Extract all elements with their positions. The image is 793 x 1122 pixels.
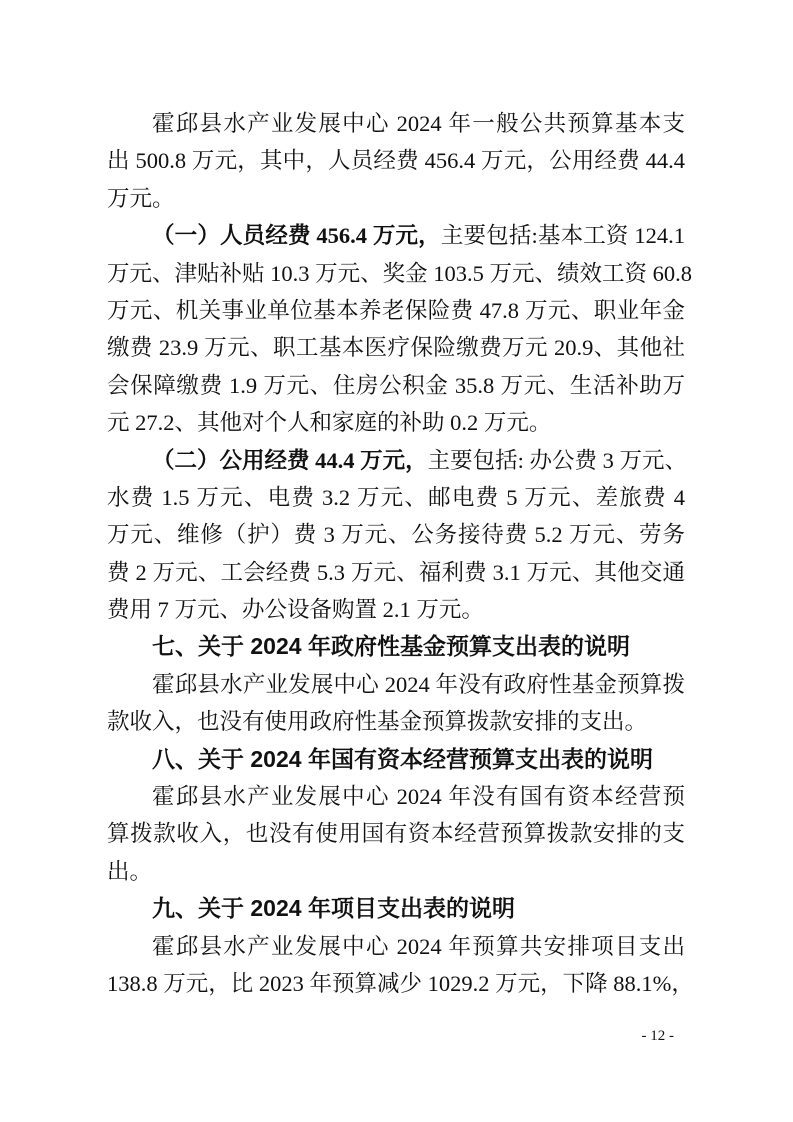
text-line <box>107 815 685 852</box>
text-line <box>107 666 685 703</box>
text-line <box>107 479 685 516</box>
section-heading <box>107 890 685 927</box>
text-segment: （二）公用经费 44.4 万元， <box>152 447 428 473</box>
text-line <box>107 329 685 366</box>
text-line <box>107 591 685 628</box>
text-segment: 七、关于 2024 年政府性基金预算支出表的说明 <box>152 633 630 660</box>
text-segment: 出。 <box>107 858 153 884</box>
text-line <box>107 255 693 292</box>
text-line <box>107 142 685 179</box>
text-segment: 万元、津贴补贴 10.3 万元、奖金 103.5 万元、绩效工资 60.8 <box>107 260 693 286</box>
text-segment: 霍邱县水产业发展中心 2024 年没有政府性基金预算拨 <box>152 671 685 697</box>
text-line <box>107 928 685 965</box>
text-segment: 八、关于 2024 年国有资本经营预算支出表的说明 <box>152 745 653 772</box>
text-segment: 出 500.8 万元，其中，人员经费 456.4 万元，公用经费 44.4 <box>107 148 685 174</box>
text-segment: 会保障缴费 1.9 万元、住房公积金 35.8 万元、生活补助万 <box>107 372 685 398</box>
text-line <box>107 292 685 329</box>
text-segment: 主要包括: 办公费 3 万元、 <box>427 447 688 473</box>
text-line <box>107 105 685 142</box>
text-line <box>107 703 685 740</box>
document-body <box>107 105 694 1002</box>
section-heading <box>107 741 685 778</box>
text-segment: 算拨款收入，也没有使用国有资本经营预算拨款安排的支 <box>107 821 685 847</box>
text-segment: 缴费 23.9 万元、职工基本医疗保险缴费万元 20.9、其他社 <box>107 335 685 361</box>
text-segment: 万元、机关事业单位基本养老保险费 47.8 万元、职业年金 <box>107 297 685 323</box>
text-segment: （一）人员经费 456.4 万元， <box>152 223 441 249</box>
text-segment: 霍邱县水产业发展中心 2024 年没有国有资本经营预 <box>152 784 685 810</box>
text-line <box>107 853 685 890</box>
text-line <box>107 554 685 591</box>
text-segment: 费 2 万元、工会经费 5.3 万元、福利费 3.1 万元、其他交通 <box>107 559 685 585</box>
section-heading <box>107 628 685 665</box>
text-segment: 主要包括:基本工资 124.1 <box>440 223 685 249</box>
text-line <box>107 404 685 441</box>
page-number: - 12 - <box>641 1028 674 1044</box>
text-line <box>107 778 685 815</box>
text-segment: 霍邱县水产业发展中心 2024 年一般公共预算基本支 <box>152 111 685 136</box>
text-segment: 款收入，也没有使用政府性基金预算拨款安排的支出。 <box>107 709 648 735</box>
text-segment: 元 27.2、其他对个人和家庭的补助 0.2 万元。 <box>107 410 552 436</box>
text-line <box>107 965 694 1002</box>
text-segment: 万元。 <box>107 185 175 211</box>
text-line <box>107 217 685 254</box>
text-line <box>107 367 685 404</box>
text-segment: 费用 7 万元、办公设备购置 2.1 万元。 <box>107 597 484 623</box>
text-line <box>107 516 685 553</box>
text-segment: 霍邱县水产业发展中心 2024 年预算共安排项目支出 <box>152 933 685 959</box>
text-segment: 138.8 万元，比 2023 年预算减少 1029.2 万元，下降 88.1%， <box>107 970 694 996</box>
text-segment: 九、关于 2024 年项目支出表的说明 <box>152 895 515 922</box>
text-line <box>107 442 688 479</box>
text-segment: 水费 1.5 万元、电费 3.2 万元、邮电费 5 万元、差旅费 4 <box>107 484 685 510</box>
text-segment: 万元、维修（护）费 3 万元、公务接待费 5.2 万元、劳务 <box>107 522 685 548</box>
text-line <box>107 180 685 217</box>
